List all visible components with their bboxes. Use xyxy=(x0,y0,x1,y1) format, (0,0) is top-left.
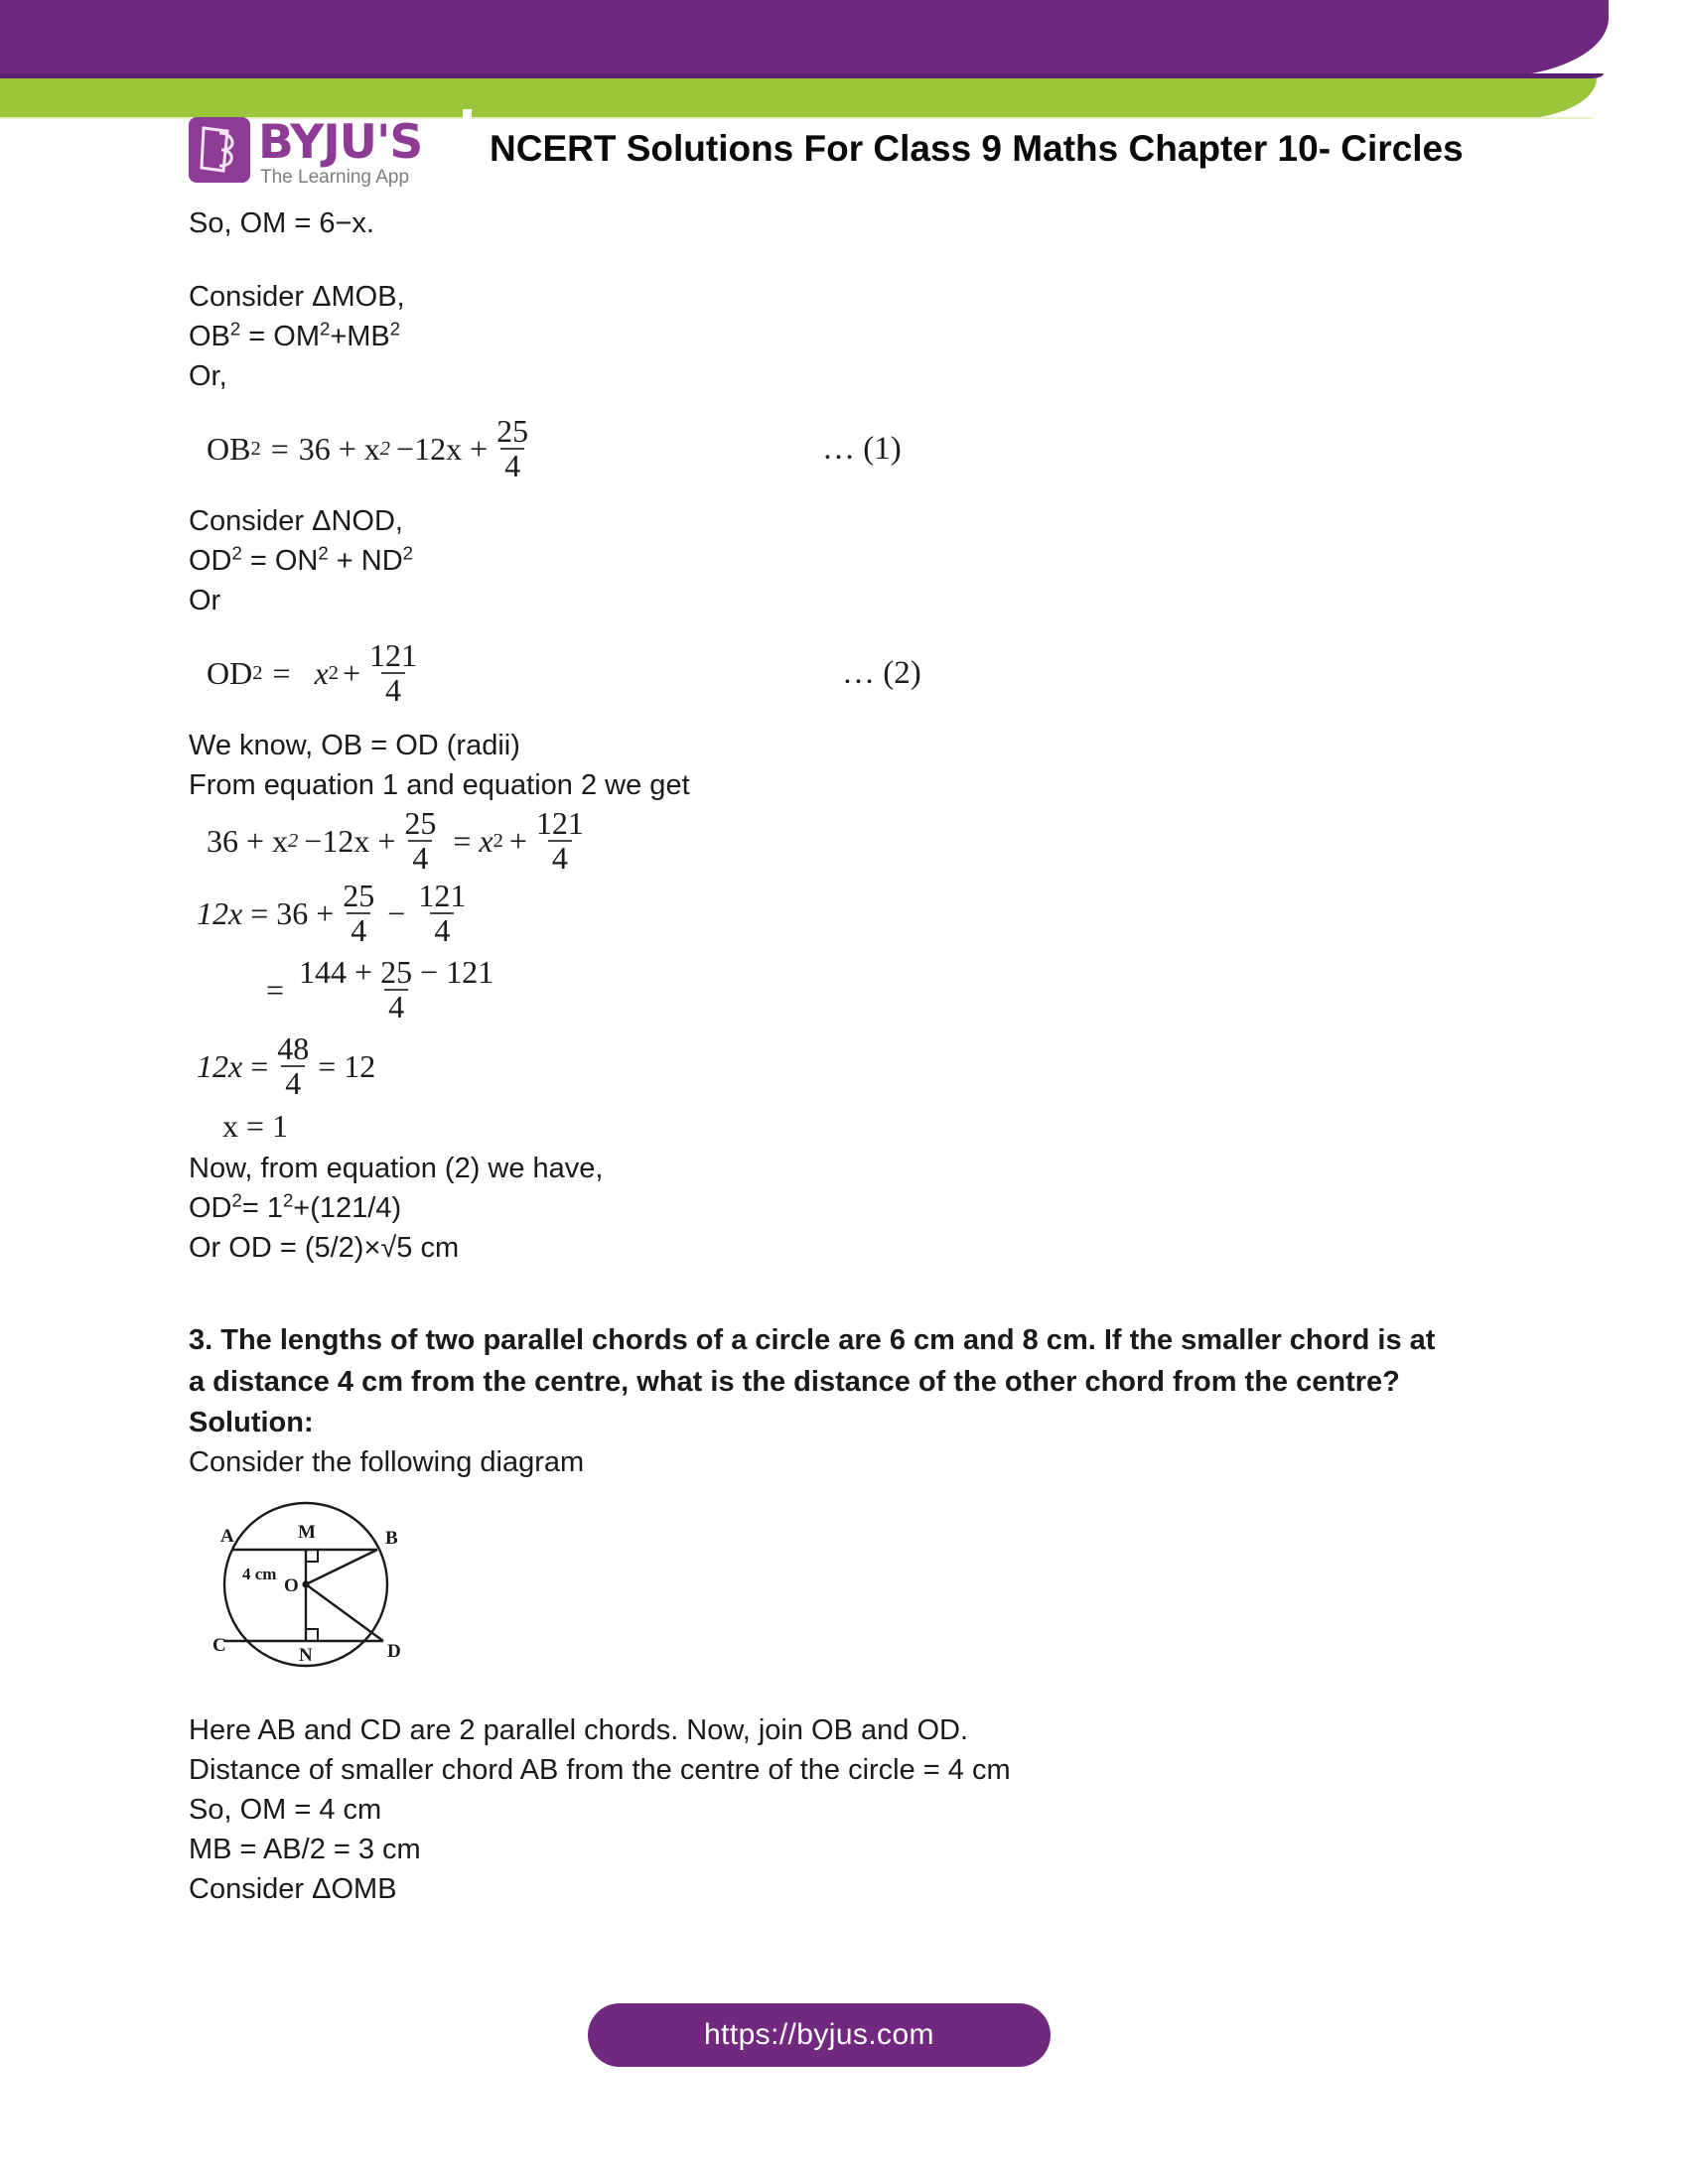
right-angle-mark-m xyxy=(306,1550,318,1562)
od-token: OD xyxy=(189,545,232,577)
eq3-f2-numerator: 121 xyxy=(535,805,584,842)
eq4-minus: − xyxy=(387,894,406,931)
label-distance-4cm: 4 cm xyxy=(242,1565,277,1583)
eq3-f1-numerator: 25 xyxy=(404,805,437,842)
eq3-fraction-1 xyxy=(400,807,440,874)
text-line-mb: MB = AB/2 = 3 cm xyxy=(189,1834,421,1865)
od-rest: = ON xyxy=(241,545,319,577)
eq6-fraction xyxy=(273,1032,313,1099)
question-3-text: 3. The lengths of two parallel chords of a circle are 6 cm and 8 cm. If the smaller chord is at a distance 4 cm from the centre, what is the distance of the other chord from the centre? xyxy=(189,1324,1436,1398)
text-line-om: So, OM = 6−x. xyxy=(189,207,374,239)
ob-rest2: +MB xyxy=(330,321,390,352)
text-line-od-squared xyxy=(189,541,1499,581)
label-B: B xyxy=(385,1528,398,1549)
eq3-f2-denominator: 4 xyxy=(548,840,572,875)
eq6-lhs: 12x = xyxy=(197,1047,269,1084)
text-line-or-1: Or, xyxy=(189,360,227,392)
eq1-lhs: OB xyxy=(207,430,251,467)
eq3-a: 36 + x xyxy=(207,822,289,859)
label-M: M xyxy=(298,1522,316,1543)
text-line-consider-nod: Consider ΔNOD, xyxy=(189,505,403,537)
sup-2: 2 xyxy=(231,1189,242,1211)
sup-2: 2 xyxy=(229,318,241,340)
header-decoration-bands xyxy=(0,0,1688,119)
consider-diagram-line: Consider the following diagram xyxy=(189,1446,585,1478)
sup-2: 2 xyxy=(320,318,331,340)
sup-2: 2 xyxy=(231,542,242,564)
equation-1-number: … (1) xyxy=(822,430,902,467)
eq2-plus: + xyxy=(342,654,360,691)
eq3-f1-denominator: 4 xyxy=(408,840,432,875)
byjus-logo-tagline: The Learning App xyxy=(260,167,410,188)
sup-2: 2 xyxy=(282,1189,294,1211)
footer-url-text: https://byjus.com xyxy=(704,2018,934,2051)
label-O: O xyxy=(284,1575,299,1596)
radius-ob xyxy=(306,1550,377,1584)
eq1-frac-numerator: 25 xyxy=(496,413,529,450)
eq4-f2-numerator: 121 xyxy=(418,878,467,914)
eq3-fraction-2 xyxy=(532,807,588,874)
label-N: N xyxy=(299,1645,313,1666)
eq5-equals: = xyxy=(266,971,285,1008)
eq4-fraction-2 xyxy=(414,880,470,946)
eq6-denominator: 4 xyxy=(281,1065,305,1100)
equation-2-number: … (2) xyxy=(842,654,921,691)
right-angle-mark-n xyxy=(306,1629,318,1641)
purple-band xyxy=(0,0,1609,77)
logo-clip-mask xyxy=(463,109,472,189)
document-body xyxy=(189,204,1499,1909)
eq6-rhs: = 12 xyxy=(318,1047,376,1084)
text-line-consider-omb: Consider ΔOMB xyxy=(189,1873,397,1905)
text-line-od-value xyxy=(189,1188,1499,1228)
eq3-b: −12x + xyxy=(304,822,396,859)
centre-point xyxy=(302,1580,309,1587)
byjus-url-footer-button[interactable] xyxy=(588,2003,1051,2067)
byjus-b-glyph-icon xyxy=(198,125,241,175)
eq1-terms2: −12x + xyxy=(396,430,489,467)
eq2-equals: = xyxy=(272,654,291,691)
label-D: D xyxy=(387,1641,401,1662)
eq2-frac-numerator: 121 xyxy=(368,637,417,674)
eq1-equals: = xyxy=(270,430,289,467)
eq4-f2-denominator: 4 xyxy=(430,912,454,947)
byjus-logo-wordmark: BYJU'S xyxy=(258,115,423,170)
eq5-fraction xyxy=(295,956,497,1023)
eq2-frac-denominator: 4 xyxy=(381,672,405,707)
eq1-terms: 36 + x xyxy=(298,430,380,467)
eq2-fraction xyxy=(365,639,421,706)
eq2-lhs: OD xyxy=(207,654,253,691)
text-line-here-ab-cd: Here AB and CD are 2 parallel chords. Now, join OB and OD. xyxy=(189,1714,968,1746)
circle-diagram-svg xyxy=(207,1482,465,1691)
equation-6 xyxy=(197,1029,1499,1103)
text-line-distance-smaller-chord: Distance of smaller chord AB from the centre of the circle = 4 cm xyxy=(189,1754,1011,1786)
text-line-ob-equals-od: We know, OB = OD (radii) xyxy=(189,730,520,761)
byjus-logo xyxy=(189,109,472,189)
sup-2: 2 xyxy=(318,542,329,564)
eq2-var: x xyxy=(314,654,329,691)
solution-label: Solution: xyxy=(189,1407,314,1438)
text-line-od-final: Or OD = (5/2)×√5 cm xyxy=(189,1232,460,1264)
od-label: OD xyxy=(189,1192,232,1224)
eq1-frac-denominator: 4 xyxy=(500,448,524,482)
equation-3: 36 + x 2 −12x + $\frac{25}{4}$ = x 2 + $\frac{121}{4}$ xyxy=(207,805,1499,877)
eq3-equals: = xyxy=(453,822,472,859)
text-line-om-4cm: So, OM = 4 cm xyxy=(189,1794,382,1826)
equation-2: OD 2 = x 2 + $\frac{121}{4}$ … (2) xyxy=(207,637,921,708)
eq5-numerator: 144 + 25 − 121 xyxy=(299,954,494,991)
eq4-fraction-1 xyxy=(339,880,378,946)
label-C: C xyxy=(212,1635,226,1656)
eq4-f1-numerator: 25 xyxy=(343,878,375,914)
text-line-now-from-eq2: Now, from equation (2) we have, xyxy=(189,1153,604,1184)
od-rest2: + ND xyxy=(328,545,403,577)
text-line-consider-mob: Consider ΔMOB, xyxy=(189,281,405,313)
equation-1: OB 2 = 36 + x 2 −12x + $\frac{25}{4}$ … (1) xyxy=(207,413,902,483)
sup-2: 2 xyxy=(389,318,401,340)
text-line-or-2: Or xyxy=(189,585,221,616)
od-value-b: +(121/4) xyxy=(293,1192,402,1224)
ob-rest: = OM xyxy=(240,321,320,352)
eq4-f1-denominator: 4 xyxy=(347,912,370,947)
eq3-d: + xyxy=(508,822,527,859)
eq4-lhs: 12x = 36 + xyxy=(197,894,335,931)
text-line-from-equations: From equation 1 and equation 2 we get xyxy=(189,769,690,801)
od-value-a: = 1 xyxy=(241,1192,283,1224)
equation-5 xyxy=(266,950,1499,1029)
page-header xyxy=(189,107,1464,191)
label-A: A xyxy=(220,1526,234,1547)
eq3-c: x xyxy=(479,822,493,859)
eq6-numerator: 48 xyxy=(277,1030,310,1067)
page-title: NCERT Solutions For Class 9 Maths Chapter 10- Circles xyxy=(490,128,1464,169)
ob-token: OB xyxy=(189,321,230,352)
circle-chords-diagram xyxy=(207,1482,465,1691)
byjus-logo-mark-icon xyxy=(189,117,250,183)
text-line-ob-squared xyxy=(189,317,1499,356)
eq5-denominator: 4 xyxy=(384,989,408,1024)
equation-4 xyxy=(197,877,1499,950)
sup-2: 2 xyxy=(402,542,413,564)
equation-7: x = 1 xyxy=(222,1107,289,1144)
eq1-fraction xyxy=(492,415,532,481)
